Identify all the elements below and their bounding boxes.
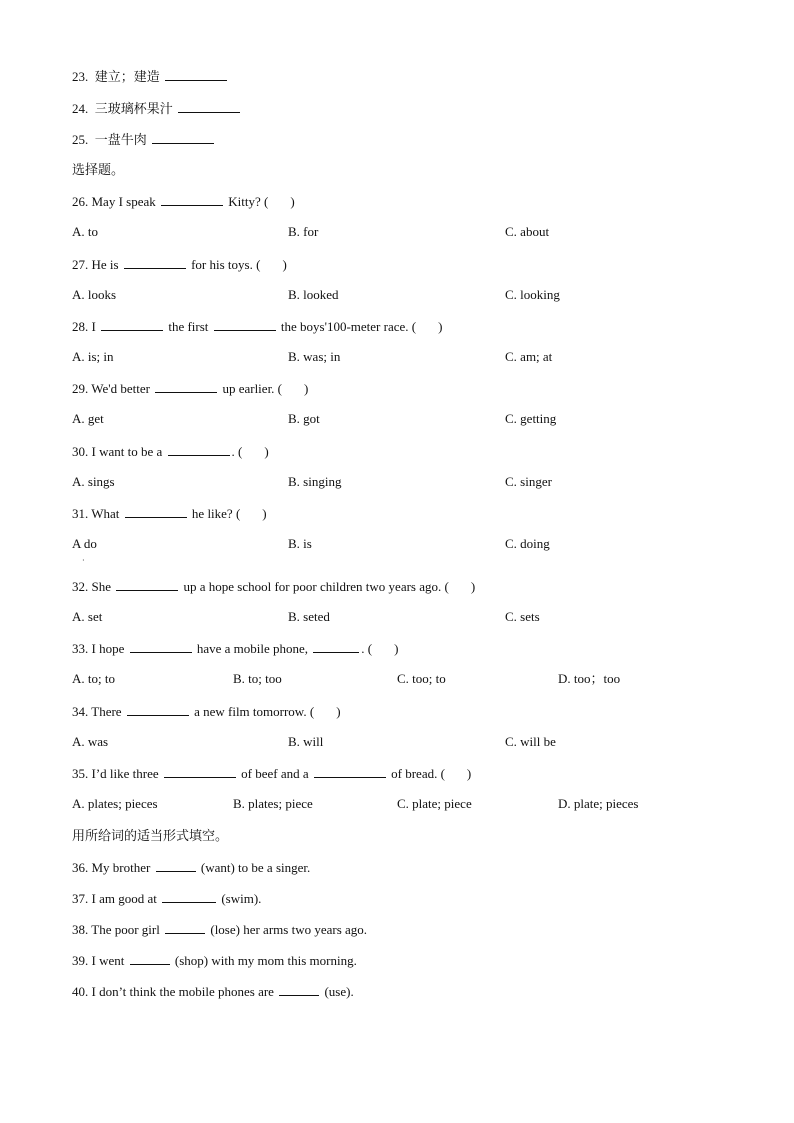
question-27 <box>72 254 287 274</box>
option-b[interactable]: B. to; too <box>233 671 282 686</box>
question-text: up a hope school for poor children two years ago. ( <box>183 579 449 594</box>
question-text: 37. I am good at <box>72 891 157 906</box>
question-text: 31. What <box>72 506 120 521</box>
question-text: ) <box>282 257 287 272</box>
question-text: (swim). <box>221 891 262 906</box>
question-text: ) <box>290 194 295 209</box>
answer-blank[interactable] <box>161 191 223 206</box>
option-a[interactable]: A. set <box>72 609 103 624</box>
question-35 <box>72 763 471 783</box>
question-text: ) <box>394 641 399 656</box>
option-a[interactable]: A. plates; pieces <box>72 796 158 811</box>
answer-blank[interactable] <box>155 378 217 393</box>
vocab-text: 三玻璃杯果汁 <box>94 101 173 116</box>
question-text: 35. I’d like three <box>72 766 159 781</box>
option-c[interactable]: C. singer <box>505 474 552 489</box>
option-a[interactable]: A. sings <box>72 474 115 489</box>
question-text: (use). <box>324 984 354 999</box>
answer-blank[interactable] <box>127 701 189 716</box>
answer-blank[interactable] <box>165 66 227 81</box>
answer-blank[interactable] <box>178 98 240 113</box>
question-text: the boys'100-meter race. ( <box>280 319 417 334</box>
option-c[interactable]: C. sets <box>505 609 540 624</box>
answer-blank[interactable] <box>124 254 186 269</box>
question-32 <box>72 576 475 596</box>
question-text: Kitty? ( <box>228 194 269 209</box>
option-c[interactable]: C. too; to <box>397 671 446 686</box>
option-a[interactable]: A. looks <box>72 287 117 302</box>
question-text: have a mobile phone, <box>196 641 309 656</box>
answer-blank[interactable] <box>279 981 319 996</box>
question-text: 32. She <box>72 579 111 594</box>
option-b[interactable]: B. got <box>288 411 320 426</box>
question-36 <box>72 857 310 877</box>
question-number: 24. <box>72 101 89 116</box>
option-d[interactable]: D. plate; pieces <box>558 796 639 811</box>
question-text: . ( <box>231 444 243 459</box>
option-c[interactable]: C. am; at <box>505 349 553 364</box>
answer-blank[interactable] <box>125 503 187 518</box>
question-33 <box>72 638 398 658</box>
answer-blank[interactable] <box>214 316 276 331</box>
vocab-item-23 <box>72 66 229 86</box>
question-text: ) <box>470 579 476 594</box>
option-a[interactable]: A. to <box>72 224 98 239</box>
option-a[interactable]: A. to; to <box>72 671 115 686</box>
answer-blank[interactable] <box>313 638 359 653</box>
question-text: 40. I don’t think the mobile phones are <box>72 984 274 999</box>
section-heading-choice: 选择题。 <box>72 162 125 177</box>
question-text: 26. May I speak <box>72 194 156 209</box>
option-b[interactable]: B. was; in <box>288 349 341 364</box>
question-31 <box>72 503 267 523</box>
option-c[interactable]: C. plate; piece <box>397 796 472 811</box>
option-c[interactable]: C. doing <box>505 536 550 551</box>
question-text: 36. My brother <box>72 860 151 875</box>
question-40 <box>72 981 354 1001</box>
stray-dot: · <box>82 556 85 565</box>
question-text: (lose) her arms two years ago. <box>210 922 368 937</box>
answer-blank[interactable] <box>152 129 214 144</box>
option-b[interactable]: B. for <box>288 224 319 239</box>
question-text: ) <box>264 444 269 459</box>
option-d[interactable]: D. too；too <box>558 671 621 686</box>
question-text: (want) to be a singer. <box>200 860 311 875</box>
vocab-text: 建立；建造 <box>94 69 160 84</box>
question-text: 27. He is <box>72 257 119 272</box>
question-34 <box>72 701 341 721</box>
option-b[interactable]: B. seted <box>288 609 330 624</box>
question-37 <box>72 888 261 908</box>
question-text: 28. I <box>72 319 96 334</box>
vocab-text: 一盘牛肉 <box>94 132 147 147</box>
question-text: . ( <box>361 641 373 656</box>
question-text: a new film tomorrow. ( <box>194 704 315 719</box>
question-number: 23. <box>72 69 89 84</box>
option-a[interactable]: A. was <box>72 734 109 749</box>
option-b[interactable]: B. will <box>288 734 324 749</box>
vocab-item-25 <box>72 129 216 149</box>
answer-blank[interactable] <box>168 441 230 456</box>
option-c[interactable]: C. will be <box>505 734 556 749</box>
question-text: 38. The poor girl <box>72 922 160 937</box>
option-b[interactable]: B. plates; piece <box>233 796 313 811</box>
option-c[interactable]: C. getting <box>505 411 557 426</box>
question-text: ) <box>262 506 267 521</box>
option-b[interactable]: B. singing <box>288 474 342 489</box>
question-text: 30. I want to be a <box>72 444 163 459</box>
answer-blank[interactable] <box>314 763 386 778</box>
question-text: ) <box>466 766 472 781</box>
question-text: 29. We'd better <box>72 381 150 396</box>
question-29 <box>72 378 308 398</box>
answer-blank[interactable] <box>162 888 216 903</box>
question-text: of bread. ( <box>391 766 445 781</box>
answer-blank[interactable] <box>165 919 205 934</box>
option-b[interactable]: B. is <box>288 536 312 551</box>
question-text: 33. I hope <box>72 641 125 656</box>
option-a[interactable]: A. is; in <box>72 349 114 364</box>
question-text: ) <box>438 319 443 334</box>
option-c[interactable]: C. looking <box>505 287 560 302</box>
option-c[interactable]: C. about <box>505 224 550 239</box>
question-28 <box>72 316 442 336</box>
answer-blank[interactable] <box>116 576 178 591</box>
question-text: (shop) with my mom this morning. <box>174 953 357 968</box>
option-a[interactable]: A. get <box>72 411 104 426</box>
question-text: for his toys. ( <box>191 257 261 272</box>
question-number: 25. <box>72 132 89 147</box>
question-text: 34. There <box>72 704 122 719</box>
answer-blank[interactable] <box>156 857 196 872</box>
question-39 <box>72 950 357 970</box>
question-text: ) <box>304 381 309 396</box>
question-text: of beef and a <box>241 766 309 781</box>
question-text: ) <box>336 704 341 719</box>
vocab-item-24 <box>72 98 242 118</box>
answer-blank[interactable] <box>130 950 170 965</box>
question-text: up earlier. ( <box>222 381 283 396</box>
answer-blank[interactable] <box>101 316 163 331</box>
question-26 <box>72 191 295 211</box>
question-text: 39. I went <box>72 953 125 968</box>
answer-blank[interactable] <box>164 763 236 778</box>
option-b[interactable]: B. looked <box>288 287 339 302</box>
option-a[interactable]: A do <box>72 536 97 551</box>
section-heading-fill: 用所给词的适当形式填空。 <box>72 828 229 843</box>
answer-blank[interactable] <box>130 638 192 653</box>
question-text: the first <box>168 319 209 334</box>
question-text: he like? ( <box>191 506 241 521</box>
question-30 <box>72 441 269 461</box>
question-38 <box>72 919 367 939</box>
